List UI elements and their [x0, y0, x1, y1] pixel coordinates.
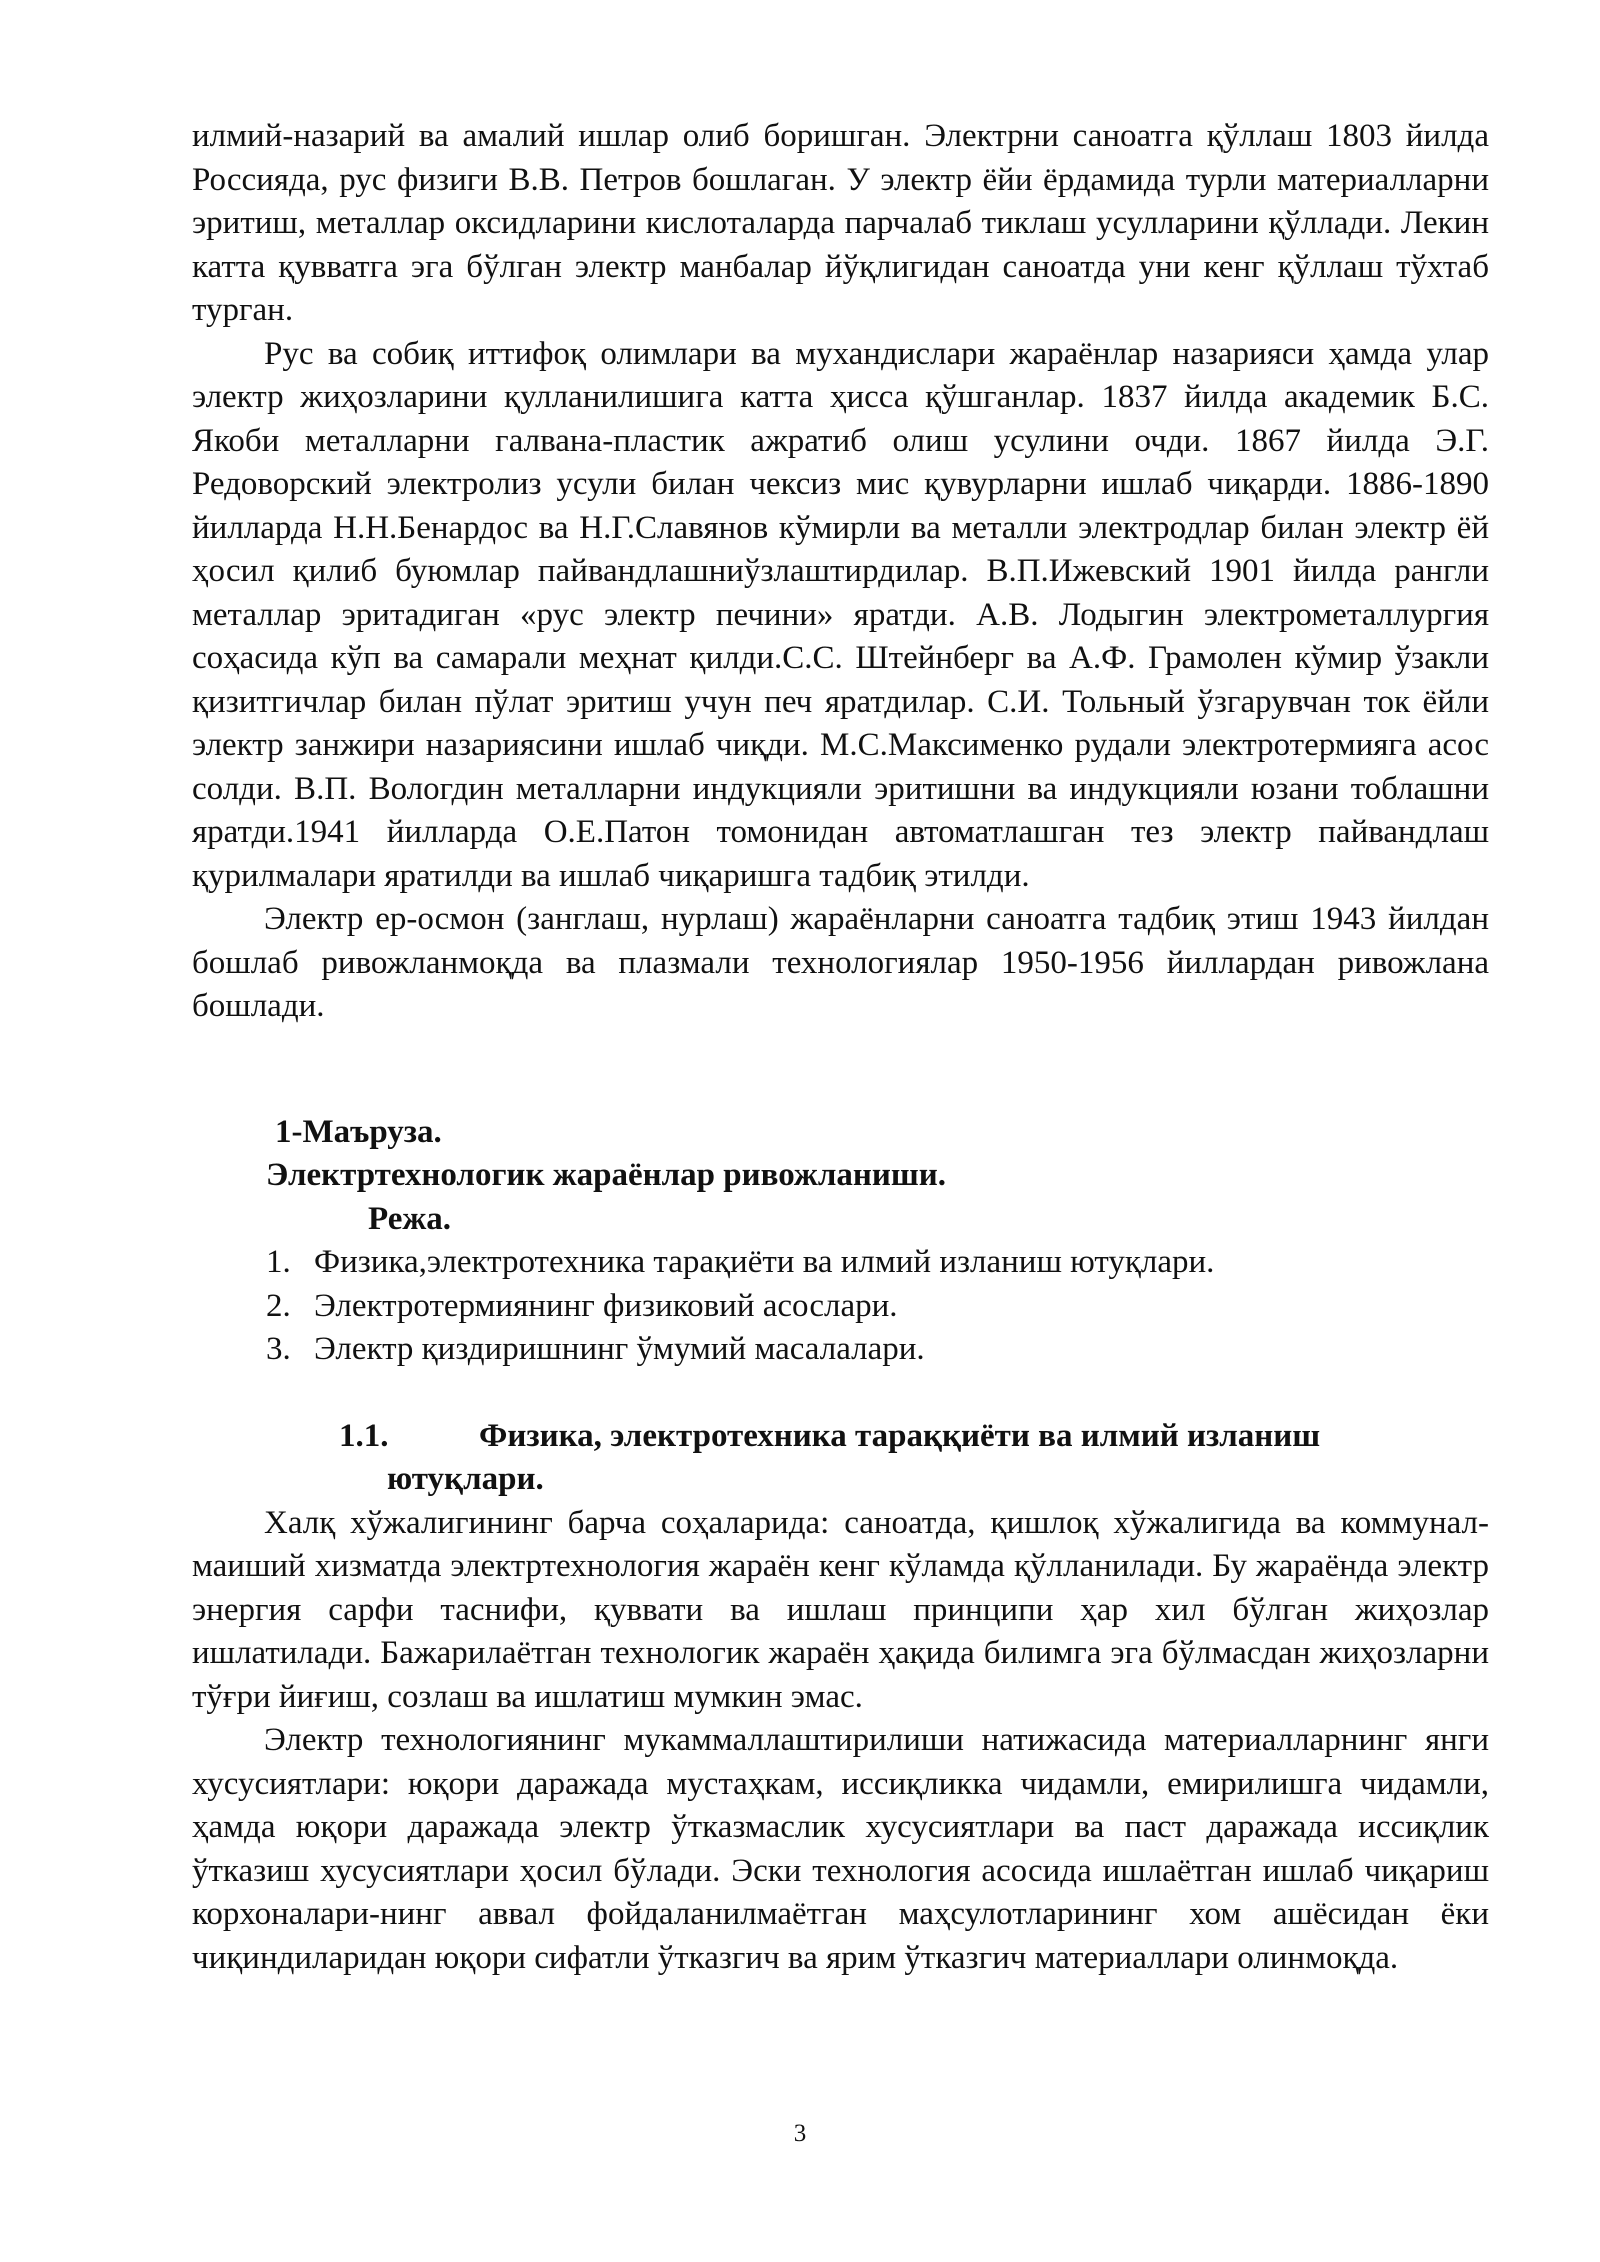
plan-item-text: Электротермиянинг физиковий асослари.: [314, 1287, 898, 1324]
body-text: [192, 115, 1489, 1980]
plan-item-text: Физика,электротехника тарақиёти ва илмий изланиш ютуқлари.: [314, 1244, 1215, 1280]
section-heading: [339, 1415, 1489, 1459]
page-number: 3: [793, 2120, 807, 2147]
plan-list: [266, 1241, 1489, 1372]
plan-item: [266, 1285, 1489, 1329]
paragraph-plasma: Электр ер-осмон (занглаш, нурлаш) жараёнларни саноатга тадбиқ этиш 1943 йилдан бошлаб ривожланмоқда ва плазмали технологиялар 1950-1956 йиллардан ривожлана бошлади.: [192, 901, 1489, 1024]
paragraph-economy: Халқ хўжалигининг барча соҳаларида: саноатда, қишлоқ хўжалигида ва коммунал-маиший хизматда электртехнология жараён кенг кўламда қўлланилади. Бу жараёнда электр энергия сарфи таснифи, қуввати ва ишлаш принципи ҳар хил бўлган жиҳозлар ишлатилади. Бажарилаётган технологик жараён ҳақида билимга эга бўлмасдан жиҳозларни тўғри йиғиш, созлаш ва ишлатиш мумкин эмас.: [192, 1504, 1489, 1715]
lecture-number: 1-Маъруза.: [275, 1113, 442, 1150]
spacer: [192, 1372, 1489, 1415]
section-title-continuation: ютуқлари.: [387, 1461, 544, 1497]
plan-item-number: 1.: [266, 1244, 291, 1280]
section-number: 1.1.: [339, 1417, 389, 1454]
spacer: [192, 1029, 1489, 1111]
plan-item-number: 3.: [266, 1331, 291, 1367]
plan-heading: Режа.: [368, 1200, 452, 1237]
section-title: Физика, электротехника тараққиёти ва илмий изланиш: [479, 1417, 1321, 1454]
lecture-title: Электртехнологик жараёнлар ривожланиши.: [266, 1157, 946, 1193]
paragraph-history: Рус ва собиқ иттифоқ олимлари ва мухандислари жараёнлар назарияси ҳамда улар электр жиҳозларини қулланилишига катта ҳисса қўшганлар. 1837 йилда академик Б.С. Якоби металларни галвана-пластик ажратиб олиш усулини очди. 1867 йилда Э.Г. Редоворский электролиз усули билан чексиз мис қувурларни ишлаб чиқарди. 1886-1890 йилларда Н.Н.Бенардос ва Н.Г.Славянов кўмирли ва металли электродлар билан электр ёй ҳосил қилиб буюмлар пайвандлашниўзлаштирдилар. В.П.Ижевский 1901 йилда рангли металлар эритадиган «рус электр печини» яратди. А.В. Лодыгин электрометаллургия соҳасида кўп ва самарали меҳнат қилди.С.С. Штейнберг ва А.Ф. Грамолен кўмир ўзакли қизитгичлар билан пўлат эритиш учун печ яратдилар. С.И. Тольный ўзгарувчан ток ёйли электр занжири назариясини ишлаб чиқди. М.С.Максименко рудали электротермияга асос солди. В.П. Вологдин металларни индукцияли эритишни ва индукцияли юзани тоблашни яратди.1941 йилларда О.Е.Патон томонидан автоматлашган тез электр пайвандлаш қурилмалари яратилди ва ишлаб чиқаришга тадбиқ этилди.: [192, 335, 1489, 894]
plan-item: [266, 1328, 1489, 1372]
paragraph-continuation: илмий-назарий ва амалий ишлар олиб боришган. Электрни саноатга қўллаш 1803 йилда Россияда, рус физиги В.В. Петров бошлаган. У электр ёйи ёрдамида турли материалларни эритиш, металлар оксидларини кислоталарда парчалаб тиклаш усулларини қўллади. Лекин катта қувватга эга бўлган электр манбалар йўқлигидан саноатда уни кенг қўллаш тўхтаб турган.: [192, 118, 1489, 328]
plan-item-text: Электр қиздиришнинг ўмумий масалалари.: [314, 1331, 925, 1367]
paragraph-materials: Электр технологиянинг мукаммаллаштирилиши натижасида материалларнинг янги хусусиятлари: юқори даражада мустаҳкам, иссиқликка чидамли, емирилишга чидамли, ҳамда юқори даражада электр ўтказмаслик хусусиятлари ва паст даражада иссиқлик ўтказиш хусусиятлари ҳосил бўлади. Эски технология асосида ишлаётган ишлаб чиқариш корхоналари-нинг аввал фойдаланилмаётган маҳсулотларининг хом ашёсидан ёки чиқиндиларидан юқори сифатли ўтказгич ва ярим ўтказгич материаллари олинмоқда.: [192, 1722, 1489, 1976]
plan-item-number: 2.: [266, 1287, 291, 1324]
plan-item: [266, 1241, 1489, 1285]
